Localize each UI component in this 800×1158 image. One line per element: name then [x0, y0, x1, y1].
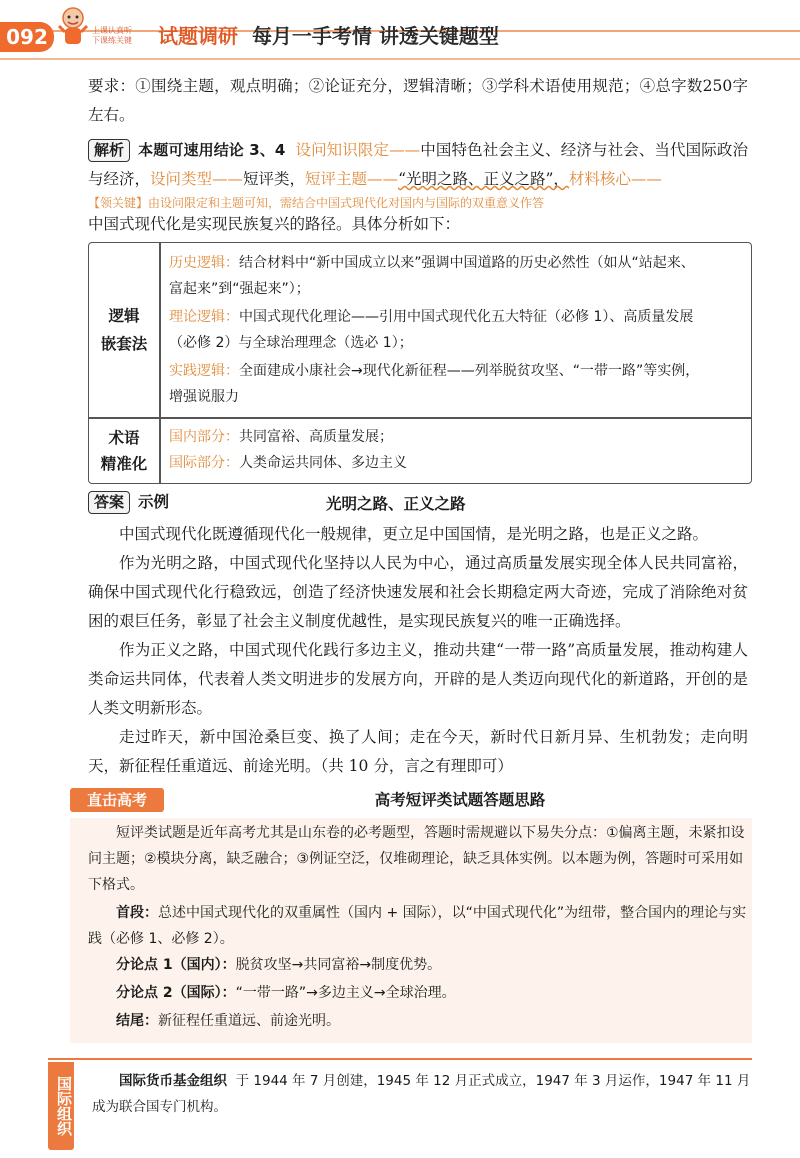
logic-label: 嵌套法 [100, 335, 148, 353]
practice-logic [169, 359, 741, 384]
tip-point2 [88, 980, 748, 1006]
answer-paragraph: 作为光明之路，中国式现代化坚持以人民为中心，通过高质量发展实现全体人民共同富裕，确保中国式现代化行稳致远，创造了经济快速发展和社会长期稳定两大奇迹，完成了消除绝对贫困的艰巨任务，彰显了社会主义制度优越性，是实现民族复兴的唯一正确选择。 [88, 554, 748, 630]
tip-intro: 短评类试题是近年高考尤其是山东卷的必考题型，答题时需规避以下易失分点：①偏离主题，未紧扣设问主题；②模块分离，缺乏融合；③例证空泛，仅堆砌理论，缺乏具体实例。以本题为例，答题时可采用如下格式。 [88, 825, 745, 893]
footer-text [92, 1068, 752, 1120]
hand-label: 设问类型—— [150, 170, 244, 188]
analysis-value: 短评类， [243, 170, 306, 188]
requirement-text: 要求：①围绕主题，观点明确；②论证充分，逻辑清晰；③学科术语使用规范；④总字数250字左右。 [88, 77, 748, 124]
analysis-line3: 中国式现代化是实现民族复兴的路径。具体分析如下： [88, 215, 461, 233]
domestic-text: 共同富裕、高质量发展； [239, 429, 393, 445]
intl-text: 人类命运共同体、多边主义 [239, 455, 407, 471]
tip-text: “一带一路”→多边主义→全球治理。 [235, 985, 456, 1001]
term-label: 术语 [108, 429, 140, 447]
tip-key: 结尾： [116, 1013, 158, 1029]
page-number: 092 [0, 22, 54, 52]
analysis-value: 中国特色社会主义、经济与社会、当代国际政治与经济， [88, 141, 748, 188]
term-label: 精准化 [100, 455, 148, 473]
practice-text: 全面建成小康社会→现代化新征程——列举脱贫攻坚、“一带一路”等实例， [239, 363, 700, 379]
analysis-intro: 本题可速用结论 3、4 [138, 141, 286, 159]
domestic-terms [169, 425, 741, 450]
handwritten-note: 【领关键】由设问限定和主题可知，需结合中国式现代化对国内与国际的双重意义作答 [88, 196, 545, 210]
mascot-icon [56, 4, 90, 52]
tip-key: 分论点 1（国内）： [116, 957, 236, 973]
header-title [158, 20, 499, 49]
slogan-line: 上课认真听 [92, 26, 132, 35]
header-title-highlight: 试题调研 [158, 24, 238, 48]
box-divider [89, 417, 751, 419]
history-logic [169, 251, 741, 276]
intl-key: 国际部分： [169, 455, 239, 471]
intl-terms [169, 451, 741, 476]
answer-tag: 答案 [88, 491, 130, 514]
answer-header [88, 490, 748, 518]
hand-label: 材料核心—— [568, 170, 662, 188]
answer-title: 光明之路、正义之路 [326, 495, 466, 513]
history-text: 结合材料中“新中国成立以来”强调中国道路的历史必然性（如从“站起来、 [239, 255, 695, 271]
practice-key: 实践逻辑： [169, 363, 239, 379]
analysis-tag: 解析 [88, 139, 130, 162]
footer-rule [48, 1058, 752, 1060]
tip-point1 [88, 952, 748, 978]
footer-tab: 国际组织 [48, 1062, 74, 1150]
hand-label: 设问知识限定—— [295, 141, 421, 159]
domestic-key: 国内部分： [169, 429, 239, 445]
tip-text: 脱贫攻坚→共同富裕→制度优势。 [235, 957, 442, 973]
history-key: 历史逻辑： [169, 255, 239, 271]
answer-paragraph: 走过昨天，新中国沧桑巨变、换了人间；走在今天，新时代日新月异、生机勃发；走向明天，新征程任重道远、前途光明。（共 10 分，言之有理即可） [88, 728, 748, 775]
theory-logic [169, 305, 741, 330]
header-rule [0, 58, 800, 60]
footer-desc: 于 1944 年 7 月创建，1945 年 12 月正式成立，1947 年 3 月运作，1947 年 11 月成为联合国专门机构。 [92, 1073, 751, 1115]
tip-text: 新征程任重道远、前途光明。 [158, 1013, 340, 1029]
answer-example: 示例 [138, 493, 170, 511]
hand-label: 短评主题—— [305, 170, 399, 188]
theory-logic-cont: （必修 2）与全球治理理念（选必 1）； [169, 335, 413, 351]
theory-key: 理论逻辑： [169, 309, 239, 325]
direct-exam-tag: 直击高考 [70, 788, 164, 812]
analysis-value: “光明之路、正义之路”， [398, 170, 569, 188]
logic-label: 逻辑 [108, 307, 140, 325]
page-header [0, 0, 800, 62]
header-slogan [92, 26, 132, 46]
footer-term: 国际货币基金组织 [119, 1073, 227, 1089]
answer-paragraph: 作为正义之路，中国式现代化践行多边主义，推动共建“一带一路”高质量发展，推动构建人类命运共同体，代表着人类文明进步的发展方向，开辟的是人类迈向现代化的新道路，开创的是人类文明新形态。 [88, 641, 748, 717]
answer-paragraph: 中国式现代化既遵循现代化一般规律，更立足中国国情，是光明之路，也是正义之路。 [119, 525, 709, 543]
analysis-block [88, 136, 748, 194]
tip-key: 分论点 2（国际）： [116, 985, 236, 1001]
tip-first-paragraph [88, 900, 748, 952]
direct-exam-title: 高考短评类试题答题思路 [374, 791, 546, 809]
practice-logic-cont: 增强说服力 [169, 389, 239, 405]
tip-key: 首段： [116, 905, 158, 921]
slogan-line: 下课练关键 [92, 36, 132, 45]
theory-text: 中国式现代化理论——引用中国式现代化五大特征（必修 1）、高质量发展 [239, 309, 694, 325]
header-title-rest: 每月一手考情 讲透关键题型 [251, 24, 499, 48]
history-logic-cont: 富起来”到“强起来”）； [169, 281, 310, 297]
tip-text: 总述中国式现代化的双重属性（国内 + 国际），以“中国式现代化”为纽带，整合国内的理论与实践（必修 1、必修 2）。 [88, 905, 747, 947]
box-divider [159, 243, 161, 483]
logic-box [88, 242, 752, 484]
tip-ending [88, 1008, 748, 1034]
